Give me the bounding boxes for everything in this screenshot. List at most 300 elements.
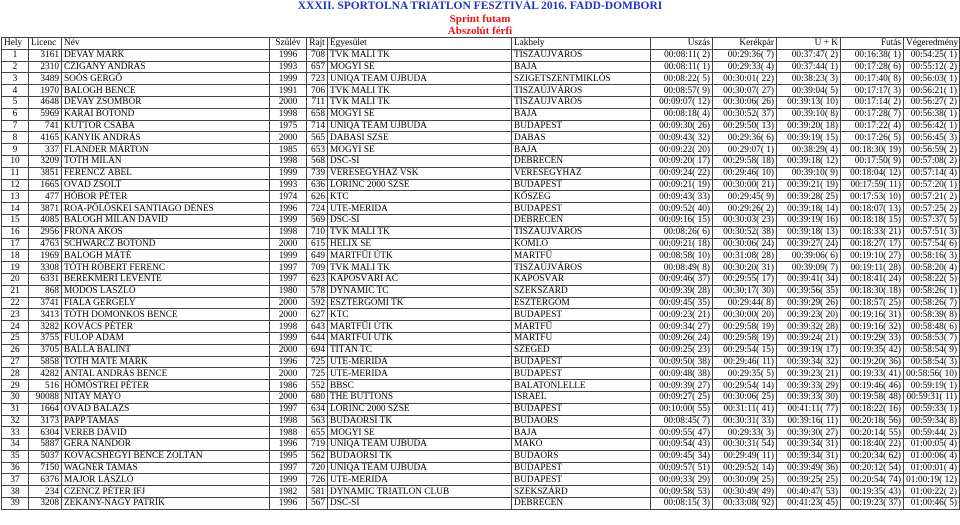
cell-club: MARTFŰI ÚTK (328, 250, 512, 262)
cell-swim-bike-time: 00:39:19( 17) (777, 344, 841, 356)
cell-swim-bike-time: 00:39:16( 11) (777, 415, 841, 427)
cell-birth-year: 1996 (270, 439, 307, 451)
cell-start-number: 711 (307, 96, 328, 108)
cell-run-time: 00:18:04( 12) (841, 167, 904, 179)
cell-run-time: 00:17:26( 5) (841, 132, 904, 144)
cell-licence: 5969 (29, 108, 62, 120)
cell-swim-time: 00:09:21( 19) (651, 179, 713, 191)
cell-bike-time: 00:33:08( 92) (713, 498, 777, 510)
cell-club: BBSC (328, 380, 512, 392)
cell-licence: 4763 (29, 238, 62, 250)
cell-club: KAPOSVÁRI AC (328, 273, 512, 285)
cell-swim-bike-time: 00:39:34( 32) (777, 356, 841, 368)
cell-bike-time: 00:30:17( 30) (713, 285, 777, 297)
table-row (2, 203, 960, 215)
cell-swim-bike-time: 00:39:18( 12) (777, 155, 841, 167)
table-row (2, 226, 960, 238)
cell-name: OVÁD BALÁZS (62, 403, 270, 415)
cell-name: TÓTH RÓBERT FERENC (62, 262, 270, 274)
cell-place: 33 (2, 427, 29, 439)
table-row (2, 120, 960, 132)
cell-bike-time: 00:29:46( 11) (713, 356, 777, 368)
col-header-run: Futás (841, 38, 904, 50)
cell-bike-time: 00:29:07( 1) (713, 144, 777, 156)
cell-run-time: 00:17:40( 8) (841, 73, 904, 85)
cell-licence: 90088 (29, 391, 62, 403)
col-header-bike: Kerékpár (713, 38, 777, 50)
cell-run-time: 00:18:41( 24) (841, 273, 904, 285)
cell-club: TVK MALI TK (328, 49, 512, 61)
table-row (2, 132, 960, 144)
table-row (2, 439, 960, 451)
cell-club: BUDAÖRSI TK (328, 415, 512, 427)
cell-start-number: 627 (307, 309, 328, 321)
cell-bike-time: 00:29:58( 18) (713, 155, 777, 167)
cell-licence: 6331 (29, 273, 62, 285)
cell-residence: TISZAÚJVÁROS (512, 226, 651, 238)
cell-start-number: 710 (307, 226, 328, 238)
cell-place: 21 (2, 285, 29, 297)
cell-swim-bike-time: 00:39:09( 7) (777, 262, 841, 274)
col-header-birth-year: Szülév (270, 38, 307, 50)
cell-club: KTC (328, 309, 512, 321)
cell-birth-year: 1993 (270, 179, 307, 191)
cell-residence: BUDAÖRS (512, 450, 651, 462)
cell-birth-year: 1999 (270, 73, 307, 85)
cell-run-time: 00:18:18( 15) (841, 214, 904, 226)
cell-run-time: 00:18:30( 19) (841, 144, 904, 156)
table-row (2, 450, 960, 462)
cell-start-number: 680 (307, 391, 328, 403)
cell-residence: BAJA (512, 144, 651, 156)
results-body (2, 49, 960, 509)
cell-run-time: 00:18:22( 16) (841, 403, 904, 415)
cell-start-number: 694 (307, 344, 328, 356)
cell-residence: DEBRECEN (512, 498, 651, 510)
cell-name: FÜLÖP ÁDÁM (62, 332, 270, 344)
cell-bike-time: 00:30:52( 37) (713, 108, 777, 120)
cell-residence: BUDAÖRS (512, 415, 651, 427)
cell-residence: BUDAPEST (512, 309, 651, 321)
cell-place: 2 (2, 61, 29, 73)
cell-swim-bike-time: 00:39:18( 13) (777, 226, 841, 238)
results-table (1, 37, 960, 510)
cell-bike-time: 00:30:49( 49) (713, 486, 777, 498)
cell-place: 6 (2, 108, 29, 120)
cell-club: MARTFŰI ÚTK (328, 321, 512, 333)
cell-birth-year: 2000 (270, 96, 307, 108)
cell-swim-time: 00:09:07( 12) (651, 96, 713, 108)
cell-place: 28 (2, 368, 29, 380)
cell-licence: 3161 (29, 49, 62, 61)
cell-swim-bike-time: 00:39:04( 5) (777, 85, 841, 97)
cell-club: MOGYI SE (328, 61, 512, 73)
cell-licence: 3209 (29, 155, 62, 167)
cell-final-time: 00:59:44( 2) (904, 427, 960, 439)
cell-bike-time: 00:29:52( 14) (713, 462, 777, 474)
cell-birth-year: 1980 (270, 285, 307, 297)
table-row (2, 498, 960, 510)
cell-licence: 5037 (29, 450, 62, 462)
cell-name: GERA NÁNDOR (62, 439, 270, 451)
cell-place: 25 (2, 332, 29, 344)
cell-birth-year: 1998 (270, 226, 307, 238)
cell-swim-bike-time: 00:39:33( 30) (777, 391, 841, 403)
cell-swim-bike-time: 00:37:44( 1) (777, 61, 841, 73)
col-header-swim: Úszás (651, 38, 713, 50)
cell-swim-time: 00:08:57( 9) (651, 85, 713, 97)
cell-place: 39 (2, 498, 29, 510)
cell-swim-bike-time: 00:39:23( 20) (777, 309, 841, 321)
cell-run-time: 00:19:16( 31) (841, 309, 904, 321)
cell-birth-year: 1974 (270, 191, 307, 203)
col-header-club: Egyesület (328, 38, 512, 50)
cell-club: THE BUTTONS (328, 391, 512, 403)
cell-run-time: 00:17:17( 3) (841, 85, 904, 97)
cell-birth-year: 1986 (270, 380, 307, 392)
cell-swim-bike-time: 00:39:30( 27) (777, 427, 841, 439)
cell-residence: KOMLÓ (512, 238, 651, 250)
cell-club: DYNAMIC TRIATLON CLUB (328, 486, 512, 498)
cell-start-number: 615 (307, 238, 328, 250)
cell-licence: 337 (29, 144, 62, 156)
cell-run-time: 00:19:20( 36) (841, 356, 904, 368)
cell-bike-time: 00:29:54( 14) (713, 380, 777, 392)
cell-bike-time: 00:30:01( 22) (713, 73, 777, 85)
table-row (2, 321, 960, 333)
cell-birth-year: 1998 (270, 415, 307, 427)
cell-name: FERENCZ ÁBEL (62, 167, 270, 179)
cell-run-time: 00:18:07( 13) (841, 203, 904, 215)
cell-run-time: 00:19:10( 27) (841, 250, 904, 262)
cell-name: FIALA GERGELY (62, 297, 270, 309)
cell-swim-time: 00:09:43( 33) (651, 191, 713, 203)
cell-swim-time: 00:09:23( 21) (651, 309, 713, 321)
cell-bike-time: 00:30:31( 33) (713, 415, 777, 427)
cell-club: UTE-MERIDA (328, 368, 512, 380)
table-row (2, 391, 960, 403)
cell-birth-year: 1999 (270, 250, 307, 262)
cell-final-time: 00:57:08( 2) (904, 155, 960, 167)
cell-start-number: 739 (307, 167, 328, 179)
cell-birth-year: 1996 (270, 49, 307, 61)
cell-final-time: 00:58:16( 3) (904, 250, 960, 262)
cell-licence: 1970 (29, 85, 62, 97)
cell-club: UNIQA TEAM ÚJBUDA (328, 439, 512, 451)
cell-start-number: 568 (307, 155, 328, 167)
cell-bike-time: 00:29:33( 4) (713, 61, 777, 73)
cell-birth-year: 1998 (270, 155, 307, 167)
cell-club: UNIQA TEAM ÚJBUDA (328, 73, 512, 85)
cell-swim-time: 00:09:22( 20) (651, 144, 713, 156)
cell-run-time: 00:20:14( 55) (841, 427, 904, 439)
table-row (2, 297, 960, 309)
cell-swim-bike-time: 00:41:23( 45) (777, 498, 841, 510)
cell-place: 38 (2, 486, 29, 498)
cell-name: TÓTH DOMONKOS BENCE (62, 309, 270, 321)
cell-name: ANTAL ANDRÁS BENCE (62, 368, 270, 380)
cell-place: 17 (2, 238, 29, 250)
cell-club: TVK MALI TK (328, 85, 512, 97)
cell-place: 11 (2, 167, 29, 179)
cell-start-number: 649 (307, 250, 328, 262)
cell-place: 5 (2, 96, 29, 108)
cell-run-time: 00:19:35( 42) (841, 344, 904, 356)
cell-place: 26 (2, 344, 29, 356)
cell-residence: VERESEGYHÁZ (512, 167, 651, 179)
cell-start-number: 569 (307, 214, 328, 226)
cell-bike-time: 00:30:00( 21) (713, 179, 777, 191)
cell-final-time: 01:00:01( 4) (904, 462, 960, 474)
cell-licence: 7150 (29, 462, 62, 474)
cell-club: UNIQA TEAM ÚJBUDA (328, 462, 512, 474)
cell-residence: ISRAEL (512, 391, 651, 403)
cell-run-time: 00:20:18( 56) (841, 415, 904, 427)
table-row (2, 273, 960, 285)
cell-start-number: 719 (307, 439, 328, 451)
cell-licence: 4165 (29, 132, 62, 144)
cell-swim-time: 00:08:58( 10) (651, 250, 713, 262)
cell-swim-time: 00:09:39( 27) (651, 380, 713, 392)
cell-place: 23 (2, 309, 29, 321)
cell-place: 12 (2, 179, 29, 191)
cell-residence: BUDAPEST (512, 203, 651, 215)
cell-bike-time: 00:29:44( 8) (713, 297, 777, 309)
cell-residence: BUDAPEST (512, 474, 651, 486)
cell-run-time: 00:19:46( 46) (841, 380, 904, 392)
cell-start-number: 592 (307, 297, 328, 309)
cell-final-time: 01:00:22( 2) (904, 486, 960, 498)
cell-final-time: 00:56:03( 1) (904, 73, 960, 85)
cell-name: CZENCZ PÉTER IFJ (62, 486, 270, 498)
cell-birth-year: 1975 (270, 120, 307, 132)
cell-final-time: 01:00:19( 12) (904, 474, 960, 486)
cell-residence: TISZAÚJVÁROS (512, 96, 651, 108)
cell-residence: DEBRECEN (512, 155, 651, 167)
cell-licence: 741 (29, 120, 62, 132)
cell-start-number: 725 (307, 368, 328, 380)
cell-place: 9 (2, 144, 29, 156)
table-row (2, 380, 960, 392)
cell-club: TVK MALI TK (328, 262, 512, 274)
table-row (2, 238, 960, 250)
cell-place: 27 (2, 356, 29, 368)
col-header-residence: Lakhely (512, 38, 651, 50)
cell-bike-time: 00:29:46( 10) (713, 167, 777, 179)
cell-swim-bike-time: 00:39:21( 19) (777, 179, 841, 191)
cell-swim-time: 00:09:39( 28) (651, 285, 713, 297)
cell-place: 22 (2, 297, 29, 309)
cell-club: TITÁN TC (328, 344, 512, 356)
cell-residence: SZEKSZÁRD (512, 285, 651, 297)
col-header-place: Hely (2, 38, 29, 50)
cell-place: 37 (2, 474, 29, 486)
cell-bike-time: 00:30:03( 23) (713, 214, 777, 226)
cell-residence: BUDAPEST (512, 368, 651, 380)
cell-final-time: 01:00:46( 5) (904, 498, 960, 510)
col-header-name: Név (62, 38, 270, 50)
results-header (0, 0, 960, 37)
cell-name: KANYIK ANDRÁS (62, 132, 270, 144)
cell-licence: 2310 (29, 61, 62, 73)
cell-swim-bike-time: 00:39:18( 14) (777, 203, 841, 215)
cell-run-time: 00:19:23( 37) (841, 498, 904, 510)
cell-birth-year: 1998 (270, 321, 307, 333)
cell-licence: 3755 (29, 332, 62, 344)
cell-licence: 1665 (29, 179, 62, 191)
cell-swim-bike-time: 00:39:06( 6) (777, 250, 841, 262)
cell-start-number: 725 (307, 356, 328, 368)
cell-name: KUTTOR CSABA (62, 120, 270, 132)
cell-swim-bike-time: 00:39:20( 18) (777, 120, 841, 132)
cell-swim-bike-time: 00:39:33( 29) (777, 380, 841, 392)
cell-start-number: 709 (307, 262, 328, 274)
cell-residence: DABAS (512, 132, 651, 144)
cell-residence: BALATONLELLE (512, 380, 651, 392)
table-row (2, 73, 960, 85)
cell-licence: 234 (29, 486, 62, 498)
cell-start-number: 578 (307, 285, 328, 297)
cell-licence: 2956 (29, 226, 62, 238)
cell-licence: 3489 (29, 73, 62, 85)
cell-place: 3 (2, 73, 29, 85)
col-header-start-number: Rajt (307, 38, 328, 50)
cell-run-time: 00:18:40( 22) (841, 439, 904, 451)
cell-swim-time: 00:09:45( 34) (651, 450, 713, 462)
cell-club: LŐRINC 2000 SZSE (328, 403, 512, 415)
cell-name: SOÓS GERGŐ (62, 73, 270, 85)
cell-residence: BUDAPEST (512, 356, 651, 368)
cell-birth-year: 1997 (270, 462, 307, 474)
cell-final-time: 00:58:39( 8) (904, 309, 960, 321)
table-row (2, 462, 960, 474)
cell-name: WAGNER TAMÁS (62, 462, 270, 474)
cell-bike-time: 00:30:06( 25) (713, 391, 777, 403)
cell-club: MOGYI SE (328, 144, 512, 156)
cell-licence: 3173 (29, 415, 62, 427)
cell-swim-time: 00:09:46( 37) (651, 273, 713, 285)
cell-name: HÖMÖSTREI PÉTER (62, 380, 270, 392)
cell-licence: 4085 (29, 214, 62, 226)
cell-club: LŐRINC 2000 SZSE (328, 179, 512, 191)
cell-place: 32 (2, 415, 29, 427)
cell-club: DABASI SZSE (328, 132, 512, 144)
cell-bike-time: 00:29:55( 17) (713, 273, 777, 285)
cell-swim-bike-time: 00:39:56( 35) (777, 285, 841, 297)
cell-swim-bike-time: 00:39:32( 28) (777, 321, 841, 333)
table-row (2, 167, 960, 179)
cell-run-time: 00:20:54( 74) (841, 474, 904, 486)
cell-club: BUDAÖRSI TK (328, 450, 512, 462)
cell-place: 8 (2, 132, 29, 144)
cell-name: CZIGÁNY ANDRÁS (62, 61, 270, 73)
table-row (2, 144, 960, 156)
cell-bike-time: 00:29:58( 19) (713, 332, 777, 344)
cell-start-number: 657 (307, 61, 328, 73)
cell-swim-bike-time: 00:38:23( 3) (777, 73, 841, 85)
cell-place: 19 (2, 262, 29, 274)
cell-start-number: 565 (307, 132, 328, 144)
cell-licence: 3871 (29, 203, 62, 215)
table-row (2, 309, 960, 321)
cell-residence: SZEKSZÁRD (512, 486, 651, 498)
cell-final-time: 00:56:27( 2) (904, 96, 960, 108)
cell-licence: 868 (29, 285, 62, 297)
cell-swim-time: 00:09:54( 43) (651, 439, 713, 451)
cell-swim-time: 00:09:24( 22) (651, 167, 713, 179)
table-row (2, 368, 960, 380)
cell-licence: 3851 (29, 167, 62, 179)
cell-start-number: 726 (307, 474, 328, 486)
cell-residence: SZEGED (512, 344, 651, 356)
cell-swim-time: 00:08:15( 3) (651, 498, 713, 510)
cell-bike-time: 00:30:09( 25) (713, 474, 777, 486)
cell-swim-time: 00:09:30( 26) (651, 120, 713, 132)
cell-final-time: 00:54:25( 1) (904, 49, 960, 61)
cell-run-time: 00:19:29( 33) (841, 332, 904, 344)
cell-residence: BUDAPEST (512, 179, 651, 191)
cell-birth-year: 2000 (270, 368, 307, 380)
cell-licence: 6376 (29, 474, 62, 486)
cell-residence: KAPOSVÁR (512, 273, 651, 285)
cell-bike-time: 00:30:31( 54) (713, 439, 777, 451)
cell-final-time: 00:56:42( 1) (904, 120, 960, 132)
cell-bike-time: 00:30:06( 24) (713, 238, 777, 250)
cell-name: FLANDER MÁRTON (62, 144, 270, 156)
cell-start-number: 636 (307, 179, 328, 191)
cell-swim-time: 00:08:11( 1) (651, 61, 713, 73)
cell-swim-time: 00:09:45( 35) (651, 297, 713, 309)
cell-swim-time: 00:09:52( 40) (651, 203, 713, 215)
cell-residence: ESZTERGOM (512, 297, 651, 309)
cell-swim-bike-time: 00:39:23( 21) (777, 368, 841, 380)
cell-club: HÉLIX SE (328, 238, 512, 250)
cell-swim-bike-time: 00:39:24( 21) (777, 332, 841, 344)
cell-bike-time: 00:30:06( 26) (713, 96, 777, 108)
cell-swim-bike-time: 00:39:19( 15) (777, 132, 841, 144)
cell-club: MARTFŰI ÚTK (328, 332, 512, 344)
cell-start-number: 655 (307, 427, 328, 439)
cell-run-time: 00:18:33( 21) (841, 226, 904, 238)
cell-name: PAPP TAMÁS (62, 415, 270, 427)
cell-swim-bike-time: 00:39:49( 36) (777, 462, 841, 474)
cell-birth-year: 2000 (270, 132, 307, 144)
cell-bike-time: 00:29:35( 5) (713, 368, 777, 380)
cell-swim-bike-time: 00:39:29( 26) (777, 297, 841, 309)
cell-swim-bike-time: 00:41:11( 77) (777, 403, 841, 415)
cell-place: 18 (2, 250, 29, 262)
cell-licence: 3208 (29, 498, 62, 510)
cell-bike-time: 00:29:49( 11) (713, 450, 777, 462)
cell-birth-year: 2000 (270, 391, 307, 403)
cell-final-time: 00:57:37( 5) (904, 214, 960, 226)
cell-run-time: 00:20:12( 54) (841, 462, 904, 474)
table-row (2, 250, 960, 262)
cell-licence: 3282 (29, 321, 62, 333)
cell-swim-time: 00:08:26( 6) (651, 226, 713, 238)
cell-name: VEREB DÁVID (62, 427, 270, 439)
table-row (2, 262, 960, 274)
cell-residence: BUDAPEST (512, 462, 651, 474)
cell-club: DSC-SI (328, 155, 512, 167)
cell-swim-bike-time: 00:39:25( 25) (777, 474, 841, 486)
cell-club: KTC (328, 191, 512, 203)
cell-birth-year: 1999 (270, 167, 307, 179)
cell-birth-year: 2000 (270, 297, 307, 309)
cell-start-number: 643 (307, 321, 328, 333)
cell-swim-time: 00:09:25( 23) (651, 344, 713, 356)
cell-final-time: 00:57:14( 4) (904, 167, 960, 179)
